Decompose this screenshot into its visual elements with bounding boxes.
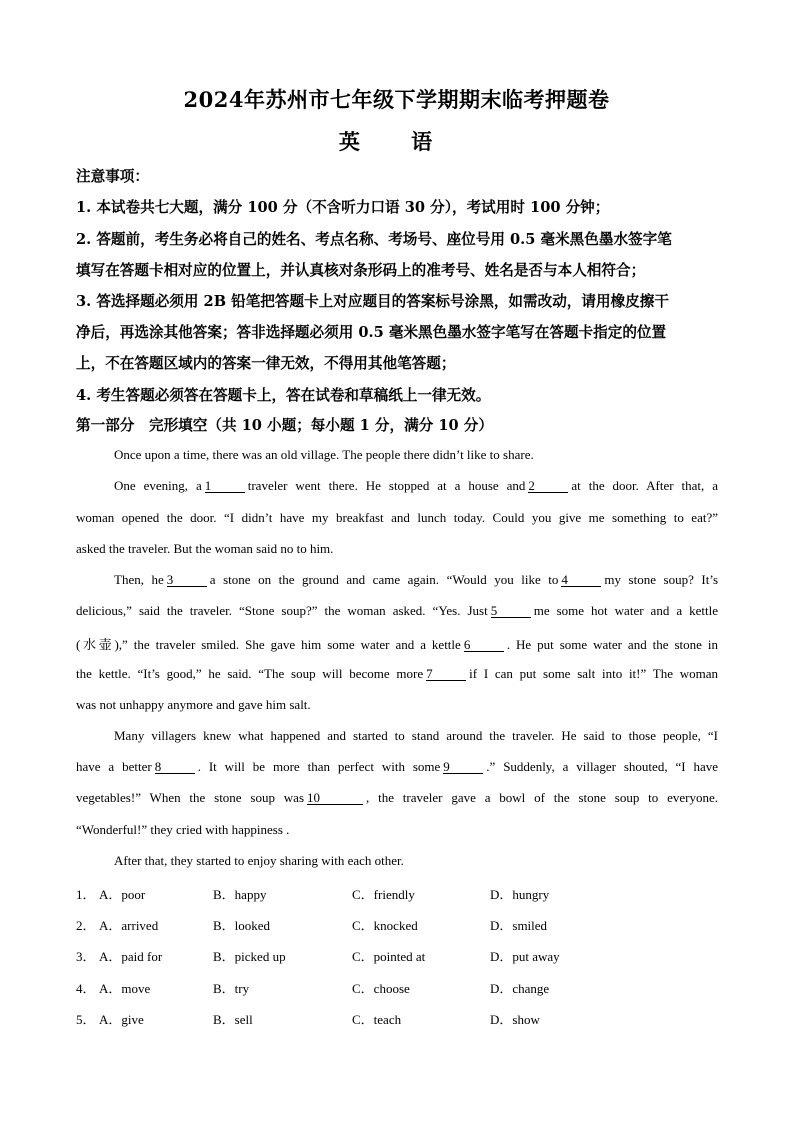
question-number: 1． (76, 887, 96, 902)
passage-text: me some hot water and a kettle (533, 603, 718, 618)
option-c: C．knocked (352, 918, 418, 933)
passage-text: One evening, a (114, 478, 202, 493)
option-c: C．choose (352, 981, 410, 996)
passage-text: the kettle. “It’s good,” he said. “The soup will become more (76, 666, 424, 681)
passage-text: delicious,” said the traveler. “Stone soup?” the woman asked. “Yes. Just (76, 603, 488, 618)
passage-line (114, 572, 718, 588)
option-b: B．try (213, 981, 250, 996)
passage-line (76, 603, 718, 619)
blank-10: 10 (307, 791, 363, 805)
passage-line (76, 759, 718, 775)
passage-text: my stone soup? It’s (604, 572, 719, 587)
question-number: 3． (76, 949, 96, 964)
option-d: D．smiled (490, 918, 548, 933)
option-c: C．pointed at (352, 949, 426, 964)
exam-title: 2024年苏州市七年级下学期期末临考押题卷 (183, 87, 610, 112)
option-d: D．put away (490, 949, 560, 964)
notice-heading: 注意事项： (76, 168, 149, 185)
option-a: A．paid for (99, 949, 163, 964)
subject-text: 英 语 (338, 129, 455, 154)
option-a: A．give (99, 1012, 144, 1027)
question-options-row (76, 884, 718, 902)
option-a: A．arrived (99, 918, 159, 933)
passage-line: asked the traveler. But the woman said no to him. (76, 541, 334, 556)
option-d: D．hungry (490, 887, 550, 902)
passage-text: at the door. After that, a (571, 478, 718, 493)
passage-line: Many villagers knew what happened and started to stand around the traveler. He said to those people, “I (114, 728, 718, 743)
option-c: C．teach (352, 1012, 402, 1027)
question-options-row (76, 1009, 718, 1027)
notice-item-3-line-2: 净后，再选涂其他答案；答非选择题必须用 0.5 毫米黑色墨水签字笔写在答题卡指定的位置 (76, 324, 667, 341)
blank-2: 2 (528, 479, 568, 493)
option-b: B．looked (213, 918, 271, 933)
passage-text: traveler went there. He stopped at a house and (247, 478, 526, 493)
section-title: 第一部分 完形填空（共 10 小题；每小题 1 分，满分 10 分） (76, 417, 493, 434)
blank-7: 7 (426, 667, 466, 681)
question-number: 2． (76, 918, 96, 933)
question-options-row (76, 978, 718, 996)
blank-1: 1 (205, 479, 245, 493)
passage-line: was not unhappy anymore and gave him salt. (76, 697, 311, 712)
subject-title (0, 126, 793, 156)
passage-text: Then, he (114, 572, 164, 587)
question-number: 5． (76, 1012, 96, 1027)
passage-text: . It will be more than perfect with some (197, 759, 441, 774)
notice-item-2-line-1: 2. 答题前，考生务必将自己的姓名、考点名称、考场号、座位号用 0.5 毫米黑色墨水签字笔 (76, 231, 672, 248)
option-d: D．change (490, 981, 550, 996)
passage-line: “Wonderful!” they cried with happiness . (76, 822, 290, 837)
notice-item-1: 1. 本试卷共七大题，满分 100 分（不含听力口语 30 分），考试用时 100 分钟； (76, 199, 610, 216)
option-c: C．friendly (352, 887, 415, 902)
passage-line: woman opened the door. “I didn’t have my breakfast and lunch today. Could you give me something to eat?” (76, 510, 718, 525)
blank-9: 9 (443, 760, 483, 774)
passage-text: if I can put some salt into it!” The woman (469, 666, 718, 681)
notice-item-2-line-2: 填写在答题卡相对应的位置上，并认真核对条形码上的准考号、姓名是否与本人相符合； (76, 262, 646, 279)
option-b: B．picked up (213, 949, 286, 964)
blank-5: 5 (491, 604, 531, 618)
blank-8: 8 (155, 760, 195, 774)
passage-line (114, 478, 718, 494)
notice-item-4: 4. 考生答题必须答在答题卡上，答在试卷和草稿纸上一律无效。 (76, 387, 491, 404)
notice-item-3-line-3: 上，不在答题区域内的答案一律无效，不得用其他笔答题； (76, 355, 456, 372)
blank-3: 3 (167, 573, 207, 587)
passage-line: Once upon a time, there was an old village. The people there didn’t like to share. (114, 447, 534, 462)
passage-text: have a better (76, 759, 152, 774)
option-a: A．move (99, 981, 151, 996)
option-a: A．poor (99, 887, 146, 902)
passage-line (76, 790, 718, 806)
question-options-row (76, 946, 718, 964)
question-number: 4． (76, 981, 96, 996)
option-d: D．show (490, 1012, 540, 1027)
question-options-row (76, 915, 718, 933)
passage-text: (水壶),” the traveler smiled. She gave him some water and a kettle (76, 637, 461, 652)
passage-text: a stone on the ground and came again. “Would you like to (209, 572, 559, 587)
blank-4: 4 (561, 573, 601, 587)
option-b: B．happy (213, 887, 267, 902)
notice-item-3-line-1: 3. 答选择题必须用 2B 铅笔把答题卡上对应题目的答案标号涂黑，如需改动，请用橡皮擦干 (76, 293, 669, 310)
passage-text: . He put some water and the stone in (506, 637, 719, 652)
option-b: B．sell (213, 1012, 253, 1027)
passage-text: vegetables!” When the stone soup was (76, 790, 305, 805)
passage-text: , the traveler gave a bowl of the stone soup to everyone. (366, 790, 718, 805)
passage-line (76, 634, 718, 653)
passage-line: After that, they started to enjoy sharing with each other. (114, 853, 404, 868)
passage-line (76, 666, 718, 682)
blank-6: 6 (464, 638, 504, 652)
passage-text: .” Suddenly, a villager shouted, “I have (486, 759, 718, 774)
